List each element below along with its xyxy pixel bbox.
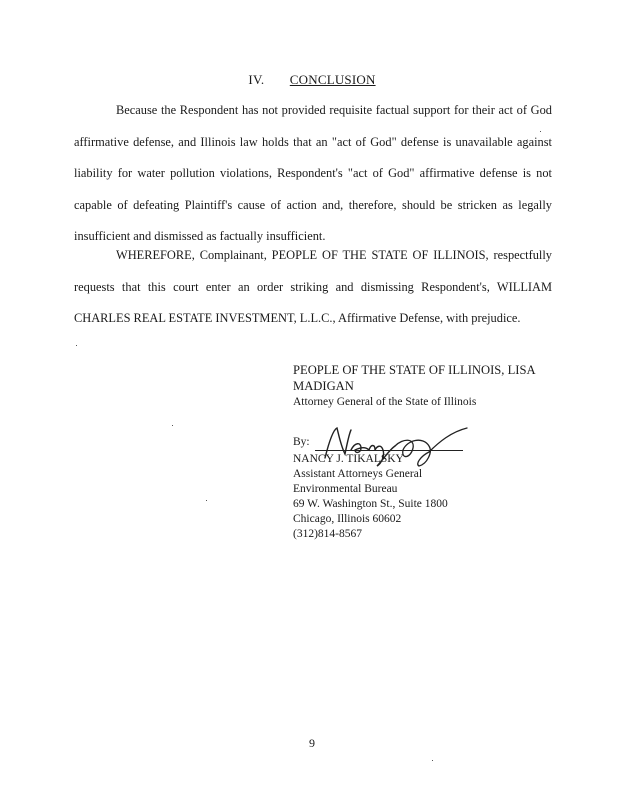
scan-speck (432, 760, 433, 761)
contact-line: (312)814-8567 (293, 528, 362, 540)
signature-organization: PEOPLE OF THE STATE OF ILLINOIS, LISA MADIGAN (293, 363, 535, 393)
scan-speck (76, 345, 77, 346)
contact-block (293, 452, 553, 542)
scan-speck (540, 131, 541, 132)
wherefore-paragraph (74, 240, 552, 335)
wherefore-text: WHEREFORE, Complainant, PEOPLE OF THE STATE OF ILLINOIS, respectfully requests that this court enter an order striking and dismissing Respondent's, WILLIAM CHARLES REAL ESTATE INVESTMENT, L.L.C., Affirmative Defense, with prejudice. (74, 248, 552, 325)
section-heading (0, 72, 624, 88)
page-number: 9 (309, 736, 315, 750)
conclusion-paragraph (74, 95, 552, 253)
conclusion-text: Because the Respondent has not provided requisite factual support for their act of God affirmative defense, and Illinois law holds that an "act of God" defense is unavailable against liability for water pollution violations, Respondent's "act of God" affirmative defense is not capable of defeating Plaintiff's cause of action and, therefore, should be stricken as legally insufficient and dismissed as factually insufficient. (74, 103, 552, 243)
contact-line: Chicago, Illinois 60602 (293, 513, 402, 525)
scan-speck (172, 425, 173, 426)
signer-name: NANCY J. TIKALSKY (293, 453, 404, 465)
section-title: CONCLUSION (289, 72, 376, 87)
signature-role: Attorney General of the State of Illinois (293, 396, 477, 408)
contact-line: Environmental Bureau (293, 483, 398, 495)
contact-line: Assistant Attorneys General (293, 468, 423, 480)
scan-speck (206, 500, 207, 501)
contact-line: 69 W. Washington St., Suite 1800 (293, 498, 448, 510)
section-number: IV. (248, 72, 265, 87)
by-label: By: (293, 436, 310, 448)
